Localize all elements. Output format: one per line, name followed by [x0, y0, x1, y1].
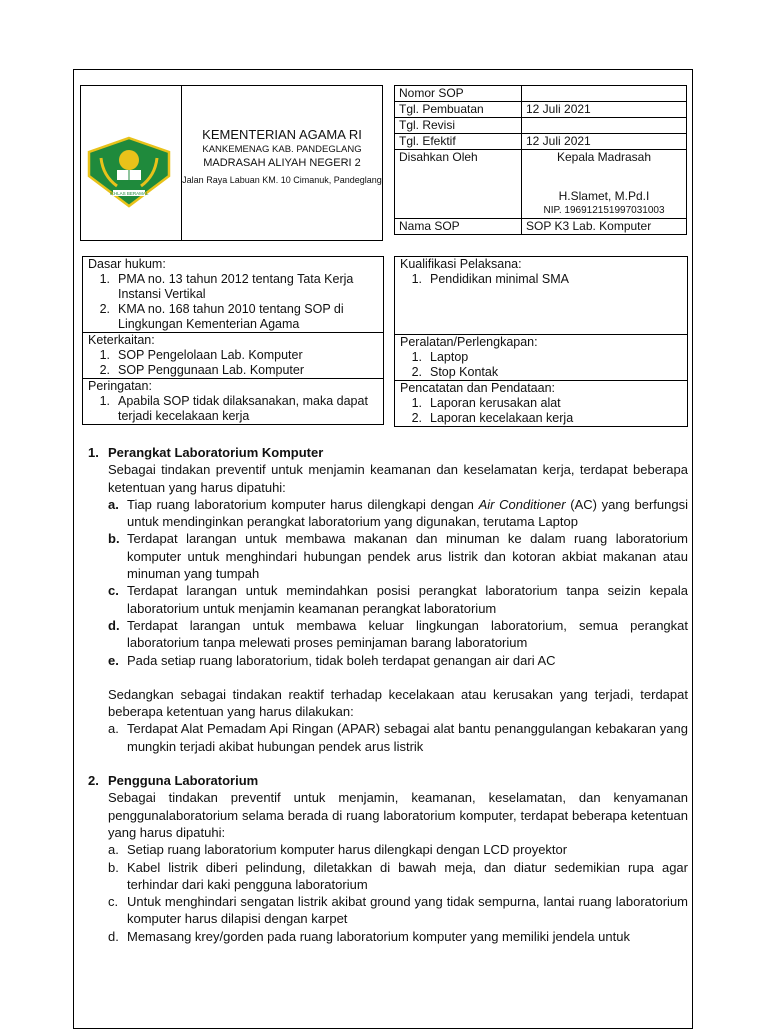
list-item: d. Terdapat larangan untuk membawa keluar lingkungan laboratorium, semua perangkat laboratorium tanpa melewati proses peminjaman barang laboratorium	[108, 617, 688, 651]
implementation-box	[394, 256, 688, 427]
logo-motto: IKHLAS BERAMAL	[109, 191, 149, 196]
dasar-hukum-section	[83, 257, 383, 333]
list-item: b. Terdapat larangan untuk membawa makanan dan minuman ke dalam ruang laboratorium komputer untuk menghindari hubungan pendek arus listrik dan kotoran akbiat makanan atau minuman yang tumpah	[108, 531, 688, 582]
approver-role: Kepala Madrasah	[556, 150, 652, 164]
section-1-title: 1. Perangkat Laboratorium Komputer	[88, 445, 324, 460]
keterkaitan-section	[83, 333, 383, 379]
section-2-title: 2. Pengguna Laboratorium	[88, 773, 259, 789]
kemenag-logo	[83, 136, 175, 208]
org-title: KEMENTERIAN AGAMA RI	[202, 127, 362, 142]
disahkan-label: Disahkan Oleh	[395, 150, 522, 219]
list-item: 1. PMA no. 13 tahun 2012 tentang Tata Kerja Instansi Vertikal	[99, 272, 354, 301]
logo-cell	[81, 86, 182, 240]
tgl-pembuatan-label: Tgl. Pembuatan	[395, 102, 522, 118]
nama-sop-value: SOP K3 Lab. Komputer	[522, 219, 687, 235]
tgl-efektif-value: 12 Juli 2021	[522, 134, 687, 150]
list-item: c. Untuk menghindari sengatan listrik akibat ground yang tidak sempurna, lantai ruang laboratorium komputer harus dilapisi dengan karpet	[108, 894, 688, 927]
tgl-revisi-label: Tgl. Revisi	[395, 118, 522, 134]
dasar-hukum-label: Dasar hukum:	[88, 257, 166, 271]
list-item: 1. Pendidikan minimal SMA	[411, 272, 569, 286]
pencatatan-section	[395, 381, 687, 426]
peralatan-section	[395, 335, 687, 381]
section-2-intro: Sebagai tindakan preventif untuk menjamin, keamanan, keselamatan, dan kenyamanan penggunalaboratorium selama berada di ruang laboratorium komputer, terdapat beberapa ketentuan yang harus dipatuhi:	[108, 790, 688, 840]
legal-basis-box	[82, 256, 384, 425]
header-organization	[80, 85, 383, 241]
keterkaitan-label: Keterkaitan:	[88, 333, 155, 347]
sop-body	[88, 444, 688, 945]
approver-nip: NIP. 196912151997031003	[543, 205, 665, 216]
list-item: 1. SOP Pengelolaan Lab. Komputer	[99, 348, 303, 362]
tgl-pembuatan-value: 12 Juli 2021	[522, 102, 687, 118]
kualifikasi-section	[395, 257, 687, 335]
org-info	[182, 86, 382, 240]
section-1-reactive-intro: Sedangkan sebagai tindakan reaktif terhadap kecelakaan atau kerusakan yang terjadi, terdapat beberapa ketentuan yang harus dilakukan:	[108, 686, 688, 720]
list-item: a. Tiap ruang laboratorium komputer harus dilengkapi dengan Air Conditioner (AC) yang berfungsi untuk mendinginkan perangkat laboratorium yang digunakan, terutama Laptop	[108, 496, 688, 530]
sop-info-table	[394, 85, 687, 235]
peralatan-label: Peralatan/Perlengkapan:	[400, 335, 538, 349]
list-item: e. Pada setiap ruang laboratorium, tidak boleh terdapat genangan air dari AC	[108, 652, 556, 668]
list-item: 2. SOP Penggunaan Lab. Komputer	[99, 363, 305, 377]
list-item: 2. KMA no. 168 tahun 2010 tentang SOP di Lingkungan Kementerian Agama	[99, 302, 344, 331]
nomor-sop-label: Nomor SOP	[395, 86, 522, 102]
nomor-sop-value	[522, 86, 687, 102]
peringatan-section	[83, 379, 383, 424]
list-item: 2. Laporan kecelakaan kerja	[411, 411, 574, 425]
org-address: Jalan Raya Labuan KM. 10 Cimanuk, Pandeglang	[182, 175, 382, 185]
nama-sop-label: Nama SOP	[395, 219, 522, 235]
list-item: 1. Apabila SOP tidak dilaksanakan, maka dapat terjadi kecelakaan kerja	[99, 394, 368, 423]
tgl-revisi-value	[522, 118, 687, 134]
peringatan-label: Peringatan:	[88, 379, 152, 393]
list-item: 1. Laptop	[411, 350, 469, 364]
tgl-efektif-label: Tgl. Efektif	[395, 134, 522, 150]
section-1-intro: Sebagai tindakan preventif untuk menjamin keamanan dan keselamatan kerja, terdapat beberapa ketentuan yang harus dipatuhi:	[108, 462, 688, 495]
list-item: a. Terdapat Alat Pemadam Api Ringan (APAR) sebagai alat bantu penanggulangan kebakaran yang mungkin terjadi akibat hubungan pendek arus listrik	[108, 721, 688, 754]
kualifikasi-label: Kualifikasi Pelaksana:	[400, 257, 522, 271]
org-school: MADRASAH ALIYAH NEGERI 2	[203, 157, 361, 169]
list-item: c. Terdapat larangan untuk memindahkan posisi perangkat laboratorium tanpa seizin kepala laboratorium untuk menjamin keamanan perangkat laboratorium	[108, 583, 688, 616]
approver-name: H.Slamet, M.Pd.I	[558, 189, 650, 203]
list-item: a. Setiap ruang laboratorium komputer harus dilengkapi dengan LCD proyektor	[108, 842, 568, 858]
list-item: 2. Stop Kontak	[411, 365, 499, 379]
org-office: KANKEMENAG KAB. PANDEGLANG	[202, 144, 362, 155]
disahkan-value	[522, 150, 687, 219]
list-item: b. Kabel listrik diberi pelindung, diletakkan di bawah meja, dan diatur sedemikian rupa agar terhindar dari kaki pengguna laboratorium	[108, 859, 688, 892]
list-item: 1. Laporan kerusakan alat	[411, 396, 561, 410]
list-item: d. Memasang krey/gorden pada ruang laboratorium komputer yang memiliki jendela untuk	[108, 928, 630, 944]
pencatatan-label: Pencatatan dan Pendataan:	[400, 381, 555, 395]
